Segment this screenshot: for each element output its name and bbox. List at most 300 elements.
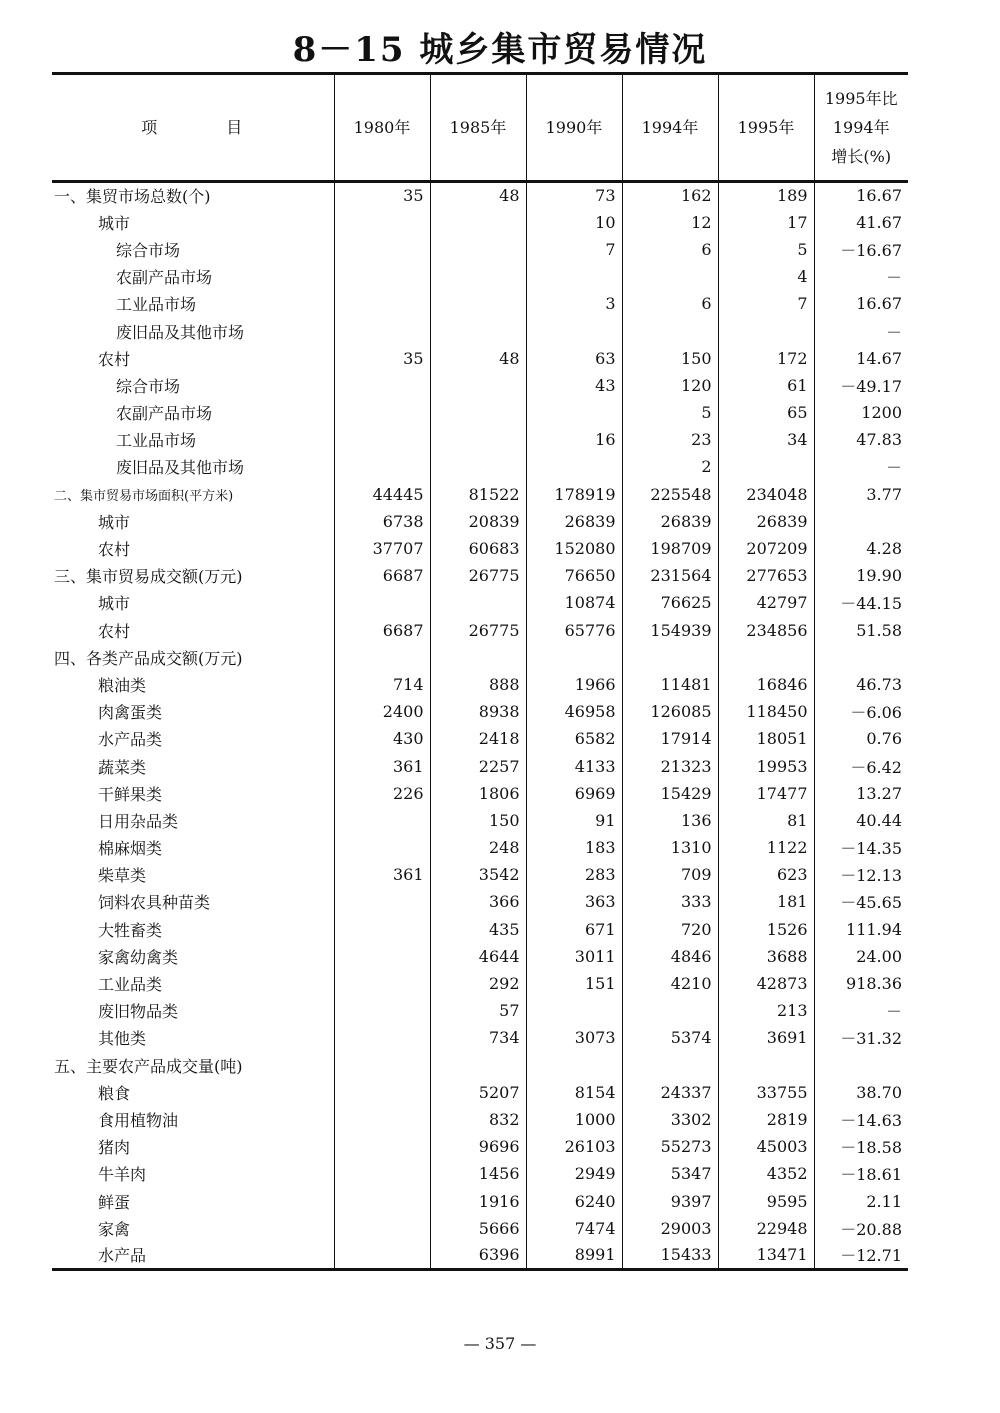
cell-value xyxy=(526,644,622,671)
cell-growth: －16.67 xyxy=(814,236,908,263)
cell-value: 2257 xyxy=(430,752,526,779)
cell-value: 154939 xyxy=(622,617,718,644)
cell-value xyxy=(334,916,430,943)
cell-value: 2949 xyxy=(526,1160,622,1187)
cell-value: 11481 xyxy=(622,671,718,698)
cell-growth: －14.63 xyxy=(814,1106,908,1133)
cell-growth: － xyxy=(814,997,908,1024)
cell-value xyxy=(718,317,814,344)
cell-value: 3688 xyxy=(718,943,814,970)
row-label: 蔬菜类 xyxy=(98,757,147,777)
table-row xyxy=(52,589,908,616)
cell-growth: － xyxy=(814,317,908,344)
cell-growth: 16.67 xyxy=(814,290,908,317)
cell-value: 44445 xyxy=(334,481,430,508)
cell-value xyxy=(430,209,526,236)
row-label: 农村 xyxy=(98,349,131,369)
cell-growth: 2.11 xyxy=(814,1187,908,1214)
cell-value: 17477 xyxy=(718,780,814,807)
cell-value xyxy=(334,1052,430,1079)
table-body xyxy=(52,182,908,1270)
cell-growth: －44.15 xyxy=(814,589,908,616)
cell-value: 61 xyxy=(718,372,814,399)
row-label: 废旧品及其他市场 xyxy=(116,322,245,342)
cell-value: 26839 xyxy=(526,508,622,535)
cell-value: 45003 xyxy=(718,1133,814,1160)
cell-value: 26839 xyxy=(622,508,718,535)
cell-value xyxy=(430,290,526,317)
table-row xyxy=(52,644,908,671)
cell-value: 1916 xyxy=(430,1187,526,1214)
row-label: 水产品类 xyxy=(98,730,163,750)
cell-value: 20839 xyxy=(430,508,526,535)
cell-growth: 14.67 xyxy=(814,345,908,372)
cell-value xyxy=(334,453,430,480)
cell-value xyxy=(622,997,718,1024)
cell-growth: － xyxy=(814,263,908,290)
row-label: 粮油类 xyxy=(98,675,147,695)
cell-value: 150 xyxy=(622,345,718,372)
cell-growth: －12.13 xyxy=(814,861,908,888)
cell-value: 18051 xyxy=(718,725,814,752)
cell-value xyxy=(430,453,526,480)
cell-value: 178919 xyxy=(526,481,622,508)
header-growth xyxy=(814,74,908,182)
cell-value: 5207 xyxy=(430,1079,526,1106)
cell-value: 12 xyxy=(622,209,718,236)
table-row xyxy=(52,671,908,698)
table-row xyxy=(52,317,908,344)
header-year: 1994年 xyxy=(622,74,718,182)
cell-value: 17 xyxy=(718,209,814,236)
cell-value: 81 xyxy=(718,807,814,834)
cell-value xyxy=(718,453,814,480)
table-row xyxy=(52,1160,908,1187)
cell-value: 333 xyxy=(622,888,718,915)
cell-value: 6240 xyxy=(526,1187,622,1214)
cell-value xyxy=(334,426,430,453)
cell-value: 888 xyxy=(430,671,526,698)
table-row xyxy=(52,345,908,372)
cell-value: 5347 xyxy=(622,1160,718,1187)
table-row xyxy=(52,916,908,943)
table-row xyxy=(52,481,908,508)
cell-value: 1526 xyxy=(718,916,814,943)
cell-value: 225548 xyxy=(622,481,718,508)
cell-value: 48 xyxy=(430,345,526,372)
cell-value: 248 xyxy=(430,834,526,861)
cell-value xyxy=(718,1052,814,1079)
cell-value: 6687 xyxy=(334,562,430,589)
cell-value: 207209 xyxy=(718,535,814,562)
table-row xyxy=(52,834,908,861)
cell-value: 226 xyxy=(334,780,430,807)
cell-value: 16846 xyxy=(718,671,814,698)
table-row xyxy=(52,182,908,209)
cell-value: 231564 xyxy=(622,562,718,589)
cell-value: 26103 xyxy=(526,1133,622,1160)
cell-growth: 4.28 xyxy=(814,535,908,562)
cell-value: 21323 xyxy=(622,752,718,779)
cell-growth: 19.90 xyxy=(814,562,908,589)
cell-value: 1122 xyxy=(718,834,814,861)
row-label: 工业品市场 xyxy=(116,431,197,451)
table-row xyxy=(52,698,908,725)
cell-growth: 40.44 xyxy=(814,807,908,834)
header-year: 1980年 xyxy=(334,74,430,182)
cell-growth: 1200 xyxy=(814,399,908,426)
cell-value: 162 xyxy=(622,182,718,209)
row-label: 废旧物品类 xyxy=(98,1002,179,1022)
cell-value: 1806 xyxy=(430,780,526,807)
cell-value: 42797 xyxy=(718,589,814,616)
cell-value: 3073 xyxy=(526,1024,622,1051)
cell-value xyxy=(622,1052,718,1079)
header-year: 1995年 xyxy=(718,74,814,182)
cell-growth: －18.58 xyxy=(814,1133,908,1160)
cell-value: 7 xyxy=(526,236,622,263)
cell-value: 76625 xyxy=(622,589,718,616)
cell-value xyxy=(334,888,430,915)
cell-value xyxy=(334,1024,430,1051)
cell-value: 198709 xyxy=(622,535,718,562)
cell-value: 48 xyxy=(430,182,526,209)
row-label: 二、集市贸易市场面积(平方米) xyxy=(54,488,234,504)
cell-growth: －49.17 xyxy=(814,372,908,399)
cell-value: 65 xyxy=(718,399,814,426)
table-row xyxy=(52,888,908,915)
cell-growth xyxy=(814,1052,908,1079)
header-year: 1985年 xyxy=(430,74,526,182)
cell-value: 17914 xyxy=(622,725,718,752)
cell-value: 5 xyxy=(718,236,814,263)
cell-value: 8938 xyxy=(430,698,526,725)
cell-value xyxy=(526,263,622,290)
cell-growth: －6.42 xyxy=(814,752,908,779)
cell-value xyxy=(334,943,430,970)
cell-value: 3011 xyxy=(526,943,622,970)
cell-value: 55273 xyxy=(622,1133,718,1160)
cell-value xyxy=(430,426,526,453)
table-row xyxy=(52,997,908,1024)
cell-value xyxy=(334,589,430,616)
cell-value xyxy=(334,317,430,344)
table-row xyxy=(52,1079,908,1106)
table-row xyxy=(52,1106,908,1133)
cell-growth xyxy=(814,508,908,535)
cell-value: 292 xyxy=(430,970,526,997)
row-label: 日用杂品类 xyxy=(98,811,179,831)
cell-value xyxy=(334,997,430,1024)
cell-value xyxy=(622,644,718,671)
cell-value: 23 xyxy=(622,426,718,453)
cell-value: 60683 xyxy=(430,535,526,562)
cell-value: 430 xyxy=(334,725,430,752)
cell-value: 714 xyxy=(334,671,430,698)
cell-value: 709 xyxy=(622,861,718,888)
cell-growth: － xyxy=(814,453,908,480)
cell-value: 2 xyxy=(622,453,718,480)
cell-value: 6 xyxy=(622,290,718,317)
cell-value: 3302 xyxy=(622,1106,718,1133)
table-row xyxy=(52,1215,908,1242)
table-row xyxy=(52,725,908,752)
header-growth-line: 1995年比 xyxy=(824,89,898,108)
cell-value: 363 xyxy=(526,888,622,915)
cell-value: 57 xyxy=(430,997,526,1024)
table-row xyxy=(52,508,908,535)
cell-value: 16 xyxy=(526,426,622,453)
table-row xyxy=(52,535,908,562)
cell-value: 234856 xyxy=(718,617,814,644)
table-row xyxy=(52,290,908,317)
row-label: 农副产品市场 xyxy=(116,404,213,424)
cell-value xyxy=(334,1242,430,1269)
cell-value: 13471 xyxy=(718,1242,814,1269)
cell-growth: －12.71 xyxy=(814,1242,908,1269)
cell-value: 120 xyxy=(622,372,718,399)
cell-value: 9696 xyxy=(430,1133,526,1160)
cell-value: 152080 xyxy=(526,535,622,562)
cell-value xyxy=(334,290,430,317)
cell-value: 283 xyxy=(526,861,622,888)
cell-value: 1966 xyxy=(526,671,622,698)
cell-value: 4352 xyxy=(718,1160,814,1187)
table-row xyxy=(52,562,908,589)
header-item: 项 目 xyxy=(52,74,334,182)
cell-value: 9595 xyxy=(718,1187,814,1214)
cell-growth: －31.32 xyxy=(814,1024,908,1051)
cell-growth xyxy=(814,644,908,671)
cell-growth: 38.70 xyxy=(814,1079,908,1106)
table-row xyxy=(52,209,908,236)
cell-value: 5666 xyxy=(430,1215,526,1242)
cell-value xyxy=(430,317,526,344)
row-label: 干鲜果类 xyxy=(98,784,163,804)
cell-value: 15429 xyxy=(622,780,718,807)
row-label: 水产品 xyxy=(52,1242,334,1269)
cell-value: 29003 xyxy=(622,1215,718,1242)
cell-value: 34 xyxy=(718,426,814,453)
cell-value: 8154 xyxy=(526,1079,622,1106)
cell-value xyxy=(334,1079,430,1106)
cell-growth: 41.67 xyxy=(814,209,908,236)
row-label: 饲料农具种苗类 xyxy=(98,893,211,913)
cell-value: 151 xyxy=(526,970,622,997)
table-row xyxy=(52,263,908,290)
cell-value: 3 xyxy=(526,290,622,317)
row-label: 城市 xyxy=(98,594,131,614)
cell-value: 43 xyxy=(526,372,622,399)
cell-growth: 3.77 xyxy=(814,481,908,508)
row-label: 城市 xyxy=(98,213,131,233)
cell-value xyxy=(430,372,526,399)
cell-value: 671 xyxy=(526,916,622,943)
cell-value: 24337 xyxy=(622,1079,718,1106)
cell-value xyxy=(334,399,430,426)
cell-growth: －14.35 xyxy=(814,834,908,861)
cell-value: 81522 xyxy=(430,481,526,508)
row-label: 废旧品及其他市场 xyxy=(116,458,245,478)
cell-value: 4133 xyxy=(526,752,622,779)
cell-value: 9397 xyxy=(622,1187,718,1214)
table-row xyxy=(52,861,908,888)
cell-value: 435 xyxy=(430,916,526,943)
cell-value xyxy=(526,317,622,344)
cell-value xyxy=(334,236,430,263)
cell-value xyxy=(334,970,430,997)
cell-growth: 16.67 xyxy=(814,182,908,209)
cell-value: 5 xyxy=(622,399,718,426)
table-row xyxy=(52,453,908,480)
cell-value xyxy=(334,372,430,399)
cell-value: 4846 xyxy=(622,943,718,970)
cell-value xyxy=(430,644,526,671)
cell-value xyxy=(430,399,526,426)
cell-value: 6396 xyxy=(430,1242,526,1269)
cell-value: 1000 xyxy=(526,1106,622,1133)
cell-value: 65776 xyxy=(526,617,622,644)
row-label: 柴草类 xyxy=(98,866,147,886)
cell-value: 2819 xyxy=(718,1106,814,1133)
cell-value: 22948 xyxy=(718,1215,814,1242)
cell-value: 7474 xyxy=(526,1215,622,1242)
row-label: 工业品市场 xyxy=(116,295,197,315)
cell-value: 46958 xyxy=(526,698,622,725)
cell-growth: 0.76 xyxy=(814,725,908,752)
cell-growth: －6.06 xyxy=(814,698,908,725)
cell-value: 832 xyxy=(430,1106,526,1133)
row-label: 猪肉 xyxy=(98,1138,131,1158)
row-label: 农村 xyxy=(98,621,131,641)
cell-value xyxy=(430,236,526,263)
cell-value: 734 xyxy=(430,1024,526,1051)
table-row xyxy=(52,1024,908,1051)
cell-value: 3542 xyxy=(430,861,526,888)
cell-value xyxy=(334,209,430,236)
table-row xyxy=(52,1242,908,1269)
row-label: 家禽幼禽类 xyxy=(98,947,179,967)
cell-value xyxy=(430,263,526,290)
cell-value: 6687 xyxy=(334,617,430,644)
cell-value: 6738 xyxy=(334,508,430,535)
cell-value xyxy=(334,834,430,861)
row-label: 牛羊肉 xyxy=(98,1165,147,1185)
row-label: 综合市场 xyxy=(116,376,181,396)
table-row xyxy=(52,1187,908,1214)
cell-value: 8991 xyxy=(526,1242,622,1269)
cell-value xyxy=(334,1106,430,1133)
cell-value xyxy=(334,1133,430,1160)
cell-value: 183 xyxy=(526,834,622,861)
row-label: 农副产品市场 xyxy=(116,268,213,288)
cell-growth: 47.83 xyxy=(814,426,908,453)
cell-value: 6 xyxy=(622,236,718,263)
cell-growth: 46.73 xyxy=(814,671,908,698)
table-row xyxy=(52,752,908,779)
row-label: 城市 xyxy=(98,512,131,532)
cell-value: 361 xyxy=(334,861,430,888)
table-row xyxy=(52,1133,908,1160)
cell-value: 234048 xyxy=(718,481,814,508)
cell-growth: 51.58 xyxy=(814,617,908,644)
cell-value: 10 xyxy=(526,209,622,236)
cell-value: 26775 xyxy=(430,617,526,644)
cell-value: 33755 xyxy=(718,1079,814,1106)
page-number: — 357 — xyxy=(463,1334,537,1353)
cell-value xyxy=(526,453,622,480)
cell-value: 6969 xyxy=(526,780,622,807)
cell-value: 26775 xyxy=(430,562,526,589)
cell-value: 623 xyxy=(718,861,814,888)
table-header-row xyxy=(52,74,908,182)
cell-value: 10874 xyxy=(526,589,622,616)
header-year: 1990年 xyxy=(526,74,622,182)
cell-value: 2400 xyxy=(334,698,430,725)
cell-value: 4644 xyxy=(430,943,526,970)
cell-value: 37707 xyxy=(334,535,430,562)
cell-value: 1456 xyxy=(430,1160,526,1187)
cell-value: 42873 xyxy=(718,970,814,997)
row-label: 家禽 xyxy=(98,1219,131,1239)
table-row xyxy=(52,970,908,997)
cell-growth: －45.65 xyxy=(814,888,908,915)
cell-value: 4 xyxy=(718,263,814,290)
cell-value: 126085 xyxy=(622,698,718,725)
cell-value: 136 xyxy=(622,807,718,834)
cell-value xyxy=(430,1052,526,1079)
table-row xyxy=(52,617,908,644)
cell-value: 26839 xyxy=(718,508,814,535)
table-row xyxy=(52,236,908,263)
cell-value: 118450 xyxy=(718,698,814,725)
table-row xyxy=(52,780,908,807)
table-row xyxy=(52,426,908,453)
cell-value: 73 xyxy=(526,182,622,209)
header-growth-line: 1994年 xyxy=(832,118,890,137)
cell-value xyxy=(526,399,622,426)
cell-value: 2418 xyxy=(430,725,526,752)
table-row xyxy=(52,372,908,399)
row-label: 大牲畜类 xyxy=(98,920,163,940)
cell-value: 213 xyxy=(718,997,814,1024)
cell-value: 361 xyxy=(334,752,430,779)
row-label: 工业品类 xyxy=(98,975,163,995)
cell-value xyxy=(334,807,430,834)
row-label: 五、主要农产品成交量(吨) xyxy=(54,1056,243,1076)
cell-value: 76650 xyxy=(526,562,622,589)
row-label: 肉禽蛋类 xyxy=(98,703,163,723)
cell-value: 150 xyxy=(430,807,526,834)
cell-value xyxy=(334,1160,430,1187)
cell-value: 4210 xyxy=(622,970,718,997)
cell-value xyxy=(622,263,718,290)
cell-value: 35 xyxy=(334,345,430,372)
row-label: 粮食 xyxy=(98,1083,131,1103)
row-label: 鲜蛋 xyxy=(98,1192,131,1212)
table-row xyxy=(52,1052,908,1079)
row-label: 其他类 xyxy=(98,1029,147,1049)
row-label: 农村 xyxy=(98,540,131,560)
cell-value xyxy=(718,644,814,671)
row-label: 一、集贸市场总数(个) xyxy=(54,187,211,207)
cell-growth: 111.94 xyxy=(814,916,908,943)
cell-value: 15433 xyxy=(622,1242,718,1269)
page-title: 8－15 城乡集市贸易情况 xyxy=(292,30,708,70)
statistics-table xyxy=(52,72,908,1271)
cell-value: 35 xyxy=(334,182,430,209)
cell-value: 5374 xyxy=(622,1024,718,1051)
